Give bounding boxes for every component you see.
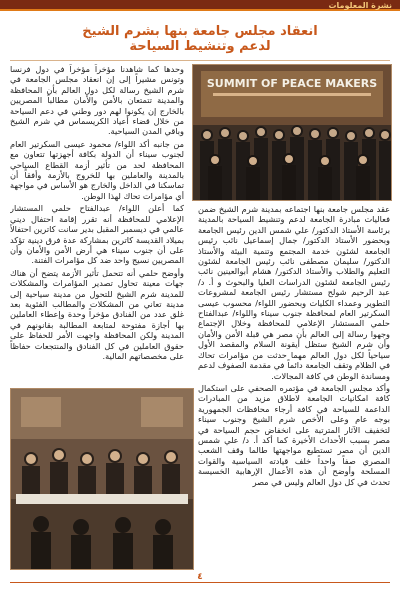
header-band (0, 0, 400, 22)
page-number: ٤ (197, 572, 203, 582)
headline-line-2: لدعم وتنشيط السياحة (129, 39, 271, 54)
article-paragraph: كما أعلن اللواء/ عبدالفتاح حلمي المستشار الإعلامي للمحافظة أنه تقرر إقامة احتفال ديني عالمي في ديسمبر المقبل بدير سانت كاترين احتفالاً بميلاد القديسة كاترين بمشاركة عدة فرق دينية تؤكد على أن جنوب سيناء هي أرض الأمن والأمان وأن المصريين نسيج واحد ضد كل مؤامرات الفتنة. (10, 203, 184, 266)
headline-divider (10, 60, 390, 61)
article-paragraph: وأوضح حلمي أنه تتحمل تأثير الأزمة يتضح أن هناك جهات معينة تحاول تصدير المؤامرات والمشكلات للمدينة شرم الشيخ للتحول من مدينة سياحية إلى مدينة تعاني من المشكلات والمطالب الفئوية بعد غلق عدد من الفنادق مؤخراً وحدة وإعطاء العاملين بها أجازة مفتوحة لمتابعة المطالبة بقانونهم في المدينة ولكن المحافظة واجهت الأمر للحفاظ على حقوق العاملين في كل الفنادق والمنتجعات حفاظاً على مخصصاتهم المالية. (10, 267, 184, 361)
photo-council-meeting (10, 388, 194, 570)
footer-line (10, 582, 390, 583)
article-paragraph: من جانبه أكد اللواء/ محمود عيسى السكرتير العام لجنوب سيناء أن الدولة بكافة أجهزتها تتعاون مع المحافظة لحد من تأثير أزمة القطاع السياحي بالمدينة والعاملين بها للخروج بالأزمة وأفقاً أن تماسكنا في الداخل والخارج هو الأساس في مواجهة أي مؤامرات تحاك لهذا الوطن. (10, 138, 184, 201)
photo-group-banner-illustration (193, 65, 391, 200)
article-paragraph: وحدها كما شاهدنا مؤخراً مؤخراً في دول فرنسا وتونس مشيراً إلى إن انعقاد مجلس الجامعة في شرم الشيخ رسالة لكل دول العالم بأن المحافظة والمدينة تتمتعان بالأمن والأمان مطالباً المصريين بالخارج إن يكونوا لهم دور وطني في دعم السياحة من خلال قضاء أعياد الكريسماس في شرم الشيخ وباقي المدن السياحية. (10, 64, 184, 137)
article-paragraph: عقد مجلس جامعة بنها اجتماعه بمدينة شرم الشيخ ضمن فعاليات مبادرة الجامعة لدعم وتنشيط السياحة بالمدينة برئاسة الأستاذ الدكتور/ علي شمس الدين رئيس الجامعة وبحضور الأستاذ الدكتور/ جمال إسماعيل نائب رئيس الجامعة لشئون خدمة المجتمع وتنمية البيئة والأستاذ الدكتور/ سليمان مصطفى نائب رئيس الجامعة لشئون التعليم والطلاب والأستاذ الدكتور/ هشام أبوالعينين نائب رئيس الجامعة لشئون الدراسات العليا والبحوث و أ. د/ عبد الرحيم شولح مستشار رئيس الجامعة لمشروعات التطوير وعمداء الكليات وبحضور اللواء/ محسوب عيسى السكرتير العام لمحافظة جنوب سيناء واللواء/ عبدالفتاح حلمي المستشار الإعلامي للمحافظة وخلال الإجتماع وجهوا رسالة إلى العالم بأن مصر هي قبلة الأمن والأمان وأن شرم الشيخ ستظل أيقونة السلام والمقصد الأول سياحياً لكل دول العالم مهما حدثت من مؤامرات تحاك في الظلام وتقف الجامعة دائماً في مقدمة الصفوف لدعم ومساندة الوطن في كافة المجالات. (198, 204, 390, 381)
photo-group-banner (192, 64, 392, 201)
article-headline (30, 24, 370, 54)
photo-council-meeting-illustration (11, 389, 193, 569)
article-paragraph: وأكد مجلس الجامعة في مؤتمره الصحفي على استكمال كافة امكانيات الجامعة لاطلاق مزيد من المبادرات الداعمة للسياحة في كافة أرجاء محافظات الجمهورية بوجه عام وعلى الأخص شرم الشيخ وجنوب سيناء لتخفيف الآثار المترتبة على انخفاض حجم السياحة في مصر بسبب الأحداث الأخيرة كما أكد أ. د/ علي شمس الدين أن مصر تستطيع مواجهتها طالما وقف الشعب المصري صفاً واحداً خلف قيادته السياسية والقوات المسلحة وأوضح أن هذه الأعمال الإرهابية الخسيسة تحدث في كل دول العالم وليس في مصر (198, 382, 390, 487)
article-column-right (198, 204, 390, 574)
article-column-left (10, 64, 184, 384)
headline-line-1: انعقاد مجلس جامعة بنها بشرم الشيخ (82, 24, 318, 39)
banner-text: SUMMIT OF PEACE MAKERS (206, 77, 378, 90)
section-label: نشرة المعلومات (328, 1, 392, 10)
